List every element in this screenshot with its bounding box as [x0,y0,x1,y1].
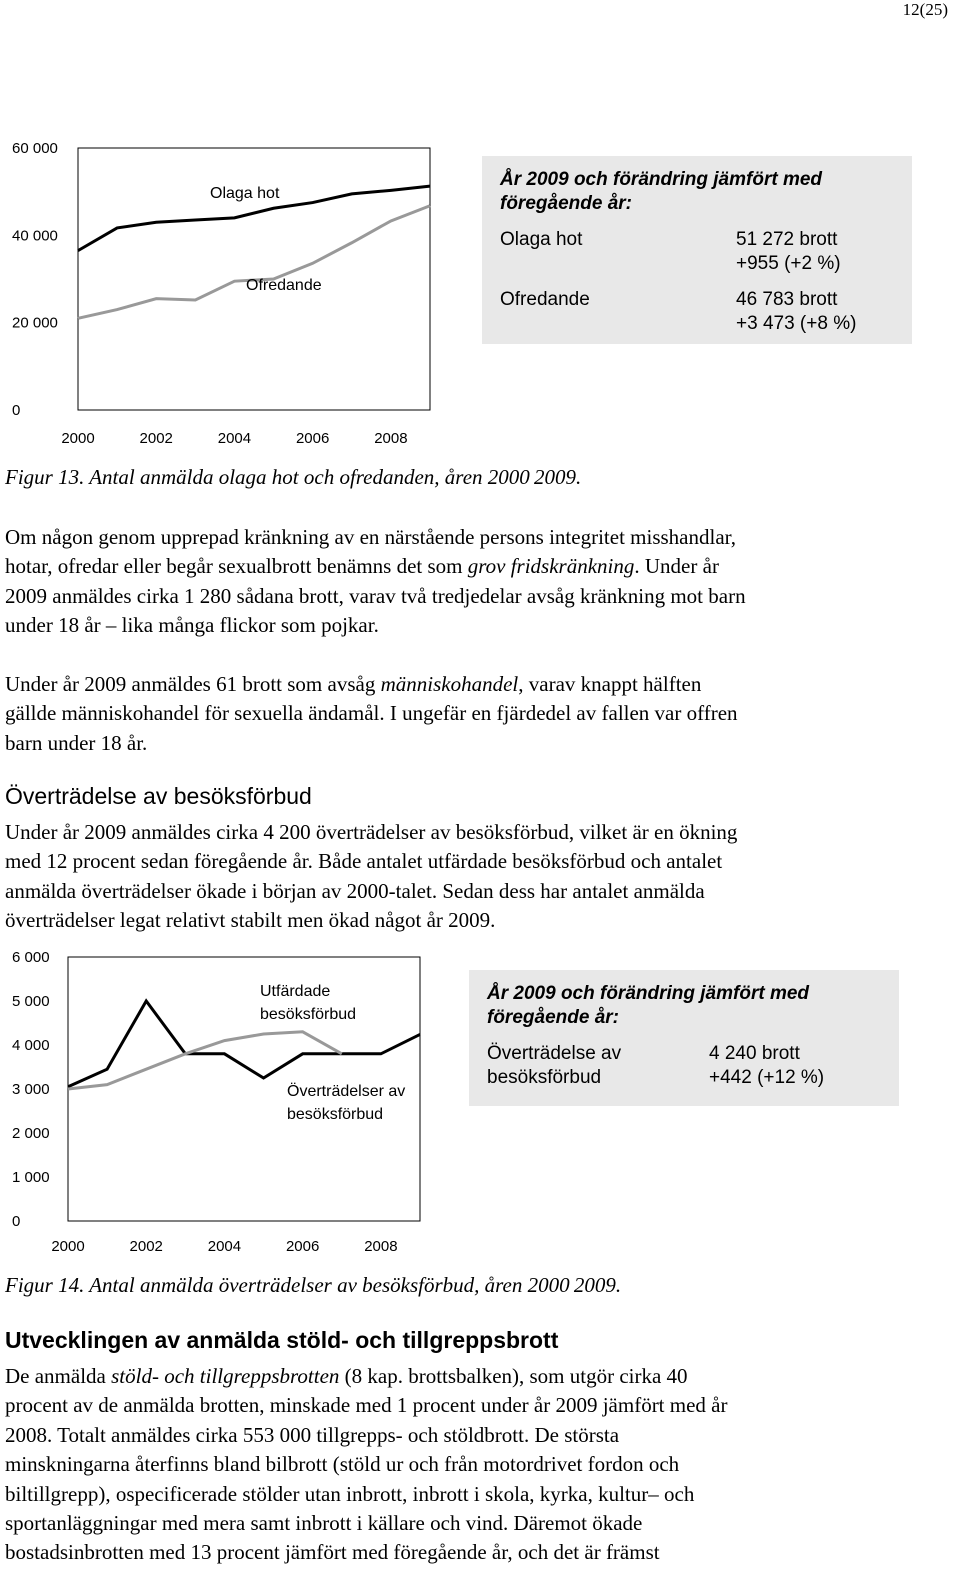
series-label-line: besöksförbud [287,1106,384,1123]
summary-heading-line1: År 2009 och förändring jämfört med [500,169,823,190]
summary-value2: +955 (+2 %) [736,253,841,274]
figure-13-caption: Figur 13. Antal anmälda olaga hot och ofredanden, åren 2000 2009. [5,465,582,489]
summary-value-ofredande [736,288,856,336]
text-line [5,1362,905,1391]
y-tick-label: 5 000 [12,993,50,1010]
text-line: anmälda överträdelser ökade i början av 2000-talet. Sedan dess har antalet anmälda [5,878,705,903]
text-line: 2009 anmäldes cirka 1 280 sådana brott, varav två tredjedelar avsåg kränkning mot barn [5,583,746,608]
y-tick-label: 20 000 [12,314,58,332]
text-line: Om någon genom upprepad kränkning av en närstående persons integritet misshandlar, [5,525,737,549]
y-tick-label: 4 000 [12,1037,50,1054]
paragraph-manniskohandel [5,670,905,758]
y-tick-label: 6 000 [12,949,50,966]
paragraph-stold-tillgrepp [5,1362,905,1568]
x-tick-label: 2000 [51,1238,85,1255]
summary-value2: +3 473 (+8 %) [736,313,857,334]
x-tick-label: 2004 [217,430,252,447]
text-span: Under år 2009 anmäldes 61 brott som avsåg [5,672,381,696]
x-tick-label: 2008 [364,1238,398,1255]
text-line: barn under 18 år. [5,730,148,755]
paragraph-besoksforbud [5,818,905,936]
summary-label-line2: besöksförbud [487,1067,602,1088]
text-line: minskningarna återfinns bland bilbrott (stöld ur och från motordrivet fordon och [5,1452,680,1477]
text-line: 2008. Totalt anmäldes cirka 553 000 tillgrepps- och stöldbrott. De största [5,1422,620,1447]
text-line [5,552,905,581]
summary-value-olaga-hot [736,228,841,276]
text-line: med 12 procent sedan föregående år. Både antalet utfärdade besöksförbud och antalet [5,849,723,874]
summary-heading-line1: År 2009 och förändring jämfört med [487,983,810,1004]
text-line: bostadsinbrotten med 13 procent jämfört med föregående år, och det är främst [5,1540,660,1565]
y-tick-label: 1 000 [12,1169,50,1186]
figure-13-svg [0,130,440,460]
series-label-line: Utfärdade [260,983,331,1000]
y-tick-label: 3 000 [12,1081,50,1098]
section-heading-besoksforbud: Överträdelse av besöksförbud [5,783,312,809]
series-label [210,185,280,202]
y-tick-label: 60 000 [12,140,58,157]
summary-label-ofredande: Ofredande [500,289,590,310]
text-span: . Under år [634,554,719,579]
summary-value-overtradelse [709,1042,824,1090]
text-span: , varav knappt hälften [518,672,702,696]
text-span: De anmälda [5,1364,112,1388]
emphasis-term: stöld- och tillgreppsbrotten [111,1364,340,1388]
y-tick-label: 0 [12,402,21,419]
figure-13-summary-box [482,156,912,344]
x-tick-label: 2002 [129,1238,163,1255]
y-tick-label: 40 000 [12,227,58,245]
figure-14-caption: Figur 14. Antal anmälda överträdelser av besöksförbud, åren 2000 2009. [5,1273,622,1297]
x-tick-label: 2004 [207,1238,242,1255]
page-number: 12(25) [902,0,948,19]
summary-value1: 4 240 brott [709,1043,800,1064]
text-span: hotar, ofredar eller begår sexualbrott benämns det som [5,554,468,579]
emphasis-term: människohandel [380,672,519,696]
x-tick-label: 2002 [139,430,173,447]
summary-heading-line2: föregående år: [500,193,632,214]
summary-value1: 51 272 brott [736,229,838,250]
series-label [246,277,322,294]
text-line [5,670,905,699]
text-line: överträdelser legat relativt stabilt men ökad något år 2009. [5,908,496,933]
figure-14-chart [0,940,440,1260]
text-span: (8 kap. brottsbalken), som utgör cirka 40 [339,1364,688,1388]
summary-value1: 46 783 brott [736,289,838,310]
summary-label-line1: Överträdelse av [487,1043,622,1064]
y-tick-label: 2 000 [12,1125,50,1142]
figure-14-svg [0,940,440,1260]
summary-label-olaga-hot: Olaga hot [500,229,583,250]
text-line: procent av de anmälda brotten, minskade med 1 procent under år 2009 jämfört med år [5,1393,728,1418]
text-line: under 18 år – lika många flickor som pojkar. [5,613,379,638]
x-tick-label: 2008 [374,430,408,447]
x-tick-label: 2006 [295,430,330,447]
text-line: sportanläggningar med mera samt inbrott i källare och vind. Däremot ökade [5,1511,643,1536]
summary-label-overtradelse [487,1042,621,1090]
series-label-line: Ofredande [246,277,322,294]
summary-heading-line2: föregående år: [487,1007,619,1028]
summary-value2: +442 (+12 %) [709,1067,825,1088]
section-heading-stold: Utvecklingen av anmälda stöld- och tillgreppsbrott [5,1327,559,1353]
emphasis-term: grov fridskränkning [467,554,635,579]
series-label-line: besöksförbud [260,1006,357,1023]
text-line: gällde människohandel för sexuella ändamål. I ungefär en fjärdedel av fallen var offren [5,701,738,726]
text-line: biltillgrepp), ospecificerade stölder utan inbrott, inbrott i skola, kyrka, kultur– och [5,1481,695,1506]
figure-14-summary-box [469,970,899,1106]
y-tick-label: 0 [12,1213,21,1230]
text-line: Under år 2009 anmäldes cirka 4 200 överträdelser av besöksförbud, vilket är en ökning [5,820,738,844]
series-label-line: Olaga hot [210,185,280,202]
x-tick-label: 2006 [285,1238,320,1255]
series-label-line: Överträdelser av [287,1083,406,1100]
x-tick-label: 2000 [61,430,95,447]
paragraph-grov-fridskrankning [5,523,905,641]
figure-13-chart [0,130,440,460]
